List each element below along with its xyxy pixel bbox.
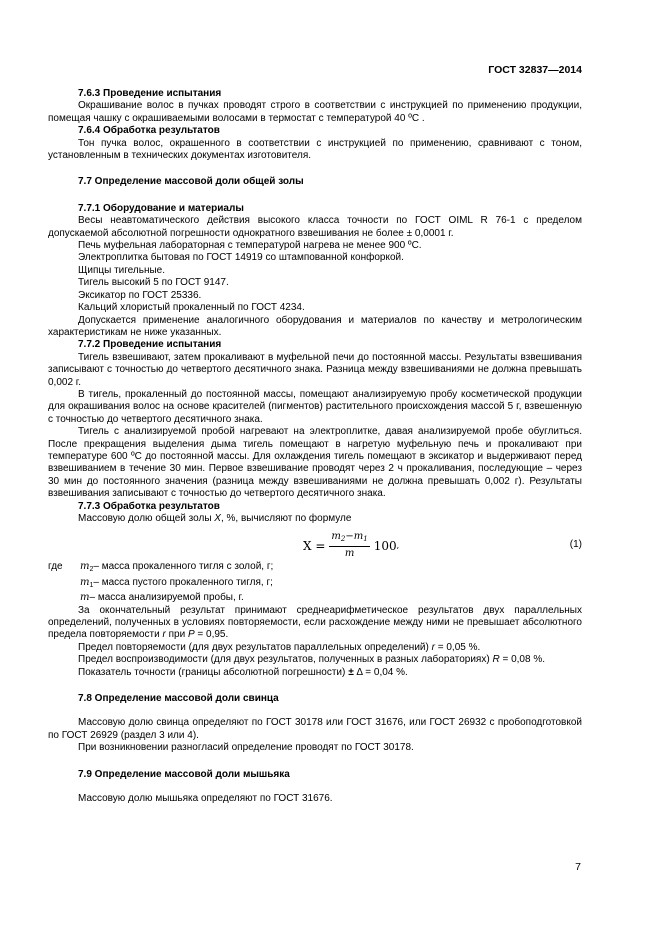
paragraph: Кальций хлористый прокаленный по ГОСТ 4234.	[78, 302, 305, 314]
formula-lhs: X =	[303, 538, 326, 553]
document-id-header: ГОСТ 32837—2014	[488, 64, 582, 76]
var: m	[80, 561, 90, 573]
var: m	[80, 576, 90, 588]
sub: 1	[363, 535, 368, 544]
formula	[303, 531, 399, 560]
op: −	[345, 531, 354, 543]
paragraph: Массовую долю свинца определяют по ГОСТ 30178 или ГОСТ 31676, или ГОСТ 26932 с пробоподготовкой по ГОСТ 26929 (раздел 3 или 4).	[48, 717, 582, 741]
paragraph: Электроплитка бытовая по ГОСТ 14919 со штампованной конфоркой.	[78, 252, 404, 264]
fraction-denominator: m	[344, 548, 355, 560]
page-content	[48, 88, 582, 806]
where-label: где	[48, 561, 63, 573]
var: m	[353, 531, 364, 543]
equation-number: (1)	[569, 539, 582, 551]
text: Δ = 0,04 %.	[356, 666, 408, 678]
paragraph: При возникновении разногласий определение проводят по ГОСТ 30178.	[78, 742, 414, 754]
paragraph	[48, 667, 582, 679]
text: За окончательный результат принимают среднеарифметическое результатов двух параллельных определений, полученных в условиях повторяемости, если расхождение между ними не превышает абсолютного предела повторяемости	[48, 604, 582, 641]
variable: X	[214, 513, 221, 524]
text: Массовую долю общей золы	[78, 513, 215, 524]
text: = 0,95.	[194, 629, 229, 641]
text: Предел воспроизводимости (для двух результатов, полученных в разных лабораториях)	[78, 654, 493, 666]
section-7-7-3-title: 7.7.3 Обработка результатов	[78, 500, 220, 512]
variable: P	[187, 629, 195, 641]
formula-end: ,	[396, 540, 400, 550]
text: , %, вычисляют по формуле	[220, 513, 352, 524]
text: – масса пустого прокаленного тигля, г;	[93, 576, 273, 588]
section-7-8-title: 7.8 Определение массовой доли свинца	[78, 693, 279, 705]
definition-line	[48, 577, 582, 592]
section-7-6-4-title: 7.6.4 Обработка результатов	[78, 125, 220, 137]
definition-line	[48, 592, 582, 604]
paragraph	[48, 654, 582, 666]
text: – масса прокаленного тигля с золой, г;	[93, 561, 274, 573]
paragraph: Эксикатор по ГОСТ 25336.	[78, 289, 202, 301]
section-7-9-title: 7.9 Определение массовой доли мышьяка	[78, 768, 290, 780]
text: Показатель точности (границы абсолютной погрешности)	[78, 666, 346, 678]
paragraph: Тигель с анализируемой пробой нагревают на электроплитке, давая анализируемой пробе обуглиться. После прекращения выделения дыма тигель помещают в нагретую муфельную печь и прокаливают при температуре 600 ºС до постоянной массы. Для охлаждения тигель помещают в эксикатор и выдерживают перед взвешиванием в течение 30 мин. Первое взвешивание проводят через 2 ч прокаливания, последующие – через 30 мин до постоянного значения (разница между взвешиваниями не должна превышать 0,002 г). Результаты взвешивания записывают с точностью до четвертого десятичного знака.	[48, 426, 582, 500]
var: m	[331, 531, 341, 543]
symbol: ±	[345, 666, 357, 678]
sub: 2	[340, 535, 346, 544]
text: – масса анализируемой пробы, г.	[89, 592, 244, 604]
sub: 1	[89, 581, 94, 589]
paragraph: Допускается применение аналогичного оборудования и материалов по качеству и метрологическим характеристикам не ниже указанных.	[48, 314, 582, 338]
paragraph: В тигель, прокаленный до постоянной массы, помещают анализируемую пробу косметической продукции для окрашивания волос на основе красителей (пигментов) растительного происхождения массой 5 г, взвешенную с точностью до четвертого десятичного знака.	[48, 388, 582, 425]
fraction-numerator	[329, 531, 369, 547]
formula-factor: 100	[373, 538, 397, 553]
variable-definitions	[48, 561, 582, 604]
text: = 0,08 %.	[499, 654, 545, 666]
paragraph: Окрашивание волос в пучках проводят строго в соответствии с инструкцией по применению продукции, помещая чашку с окрашиваемыми волосами в термостат с температурой 40 ºС .	[48, 100, 582, 124]
page-number: 7	[575, 861, 581, 873]
var: m	[80, 592, 90, 604]
variable: r	[431, 641, 435, 653]
text: при	[165, 629, 188, 641]
paragraph	[48, 642, 582, 654]
text: = 0,05 %.	[434, 641, 481, 653]
sub: 2	[89, 566, 94, 574]
section-7-7-title: 7.7 Определение массовой доли общей золы	[78, 176, 304, 188]
paragraph: Тигель взвешивают, затем прокаливают в муфельной печи до постоянной массы. Результаты взвешивания записывают с точностью до четвертого десятичного знака. Разница между взвешиваниями не должна превышать 0,002 г.	[48, 351, 582, 388]
paragraph: Тон пучка волос, окрашенного в соответствии с инструкцией по применению, сравнивают с тоном, установленным в технических документах изготовителя.	[48, 137, 582, 162]
paragraph: Тигель высокий 5 по ГОСТ 9147.	[78, 277, 229, 289]
definition-line	[48, 561, 582, 576]
variable: r	[162, 629, 166, 641]
section-7-7-1-title: 7.7.1 Оборудование и материалы	[78, 202, 244, 214]
section-7-6-3-title: 7.6.3 Проведение испытания	[78, 88, 222, 99]
paragraph	[48, 605, 582, 642]
section-7-7-2-title: 7.7.2 Проведение испытания	[78, 339, 222, 351]
paragraph: Печь муфельная лабораторная с температурой нагрева не менее 900 ºС.	[78, 240, 422, 252]
paragraph: Массовую долю мышьяка определяют по ГОСТ 31676.	[78, 793, 333, 805]
text: Предел повторяемости (для двух результатов параллельных определений)	[78, 641, 432, 653]
variable: R	[492, 654, 500, 666]
formula-block	[48, 529, 582, 561]
formula-fraction	[329, 531, 369, 560]
formula-intro	[48, 513, 582, 525]
paragraph: Щипцы тигельные.	[78, 264, 165, 276]
paragraph: Весы неавтоматического действия высокого класса точности по ГОСТ OIML R 76-1 с пределом допускаемой абсолютной погрешности однократного взвешивания не более ± 0,0001 г.	[48, 215, 582, 239]
